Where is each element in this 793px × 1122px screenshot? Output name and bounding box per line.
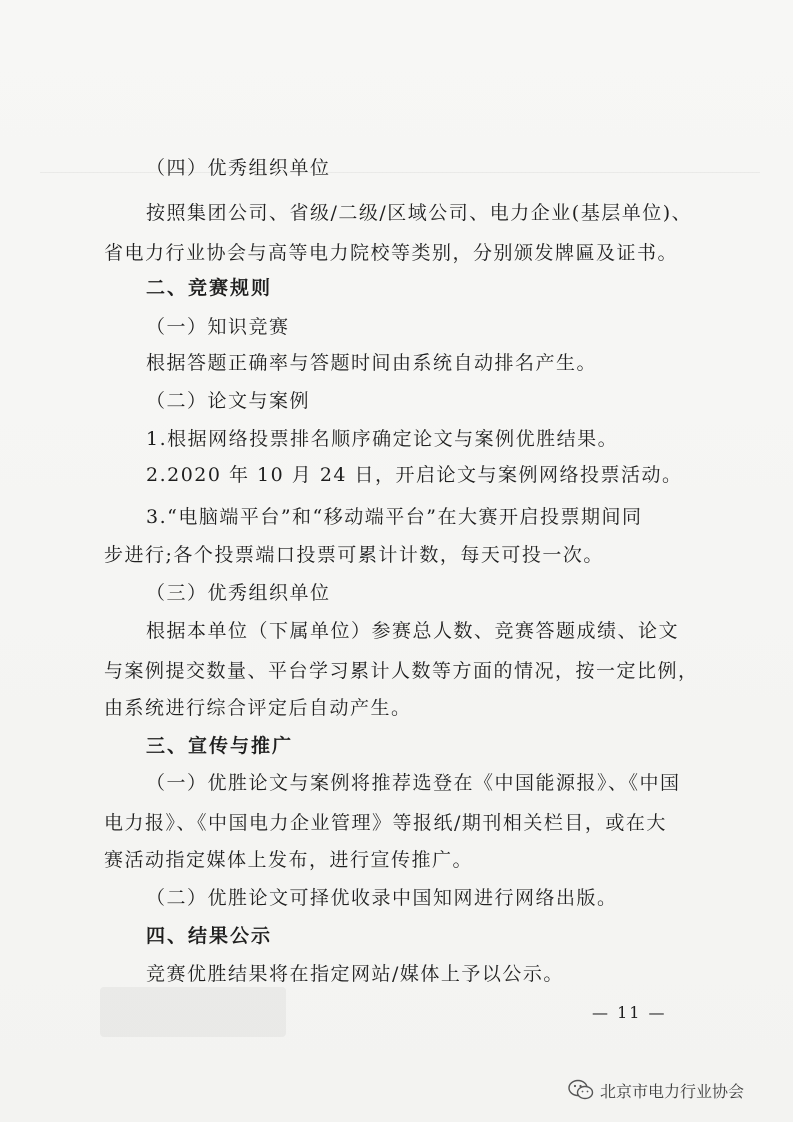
paragraph-line: 与案例提交数量、平台学习累计人数等方面的情况，按一定比例， [104,660,699,682]
paragraph-line: 电力报》、《中国电力企业管理》等报纸/期刊相关栏目，或在大 [104,812,667,834]
paragraph-line: 根据本单位（下属单位）参赛总人数、竞赛答题成绩、论文 [146,620,680,642]
chapter-3-heading: 三、宣传与推广 [146,735,294,757]
paragraph-line: 根据答题正确率与答题时间由系统自动排名产生。 [146,352,598,374]
paragraph-line: （一）优胜论文与案例将推荐选登在《中国能源报》、《中国 [146,772,681,794]
subsection-heading: （一）知识竞赛 [146,316,290,338]
subsection-heading: （二）论文与案例 [146,390,311,412]
list-item: 1.根据网络投票排名顺序确定论文与案例优胜结果。 [146,428,619,450]
paragraph-line: 赛活动指定媒体上发布，进行宣传推广。 [104,849,474,871]
paragraph-line: 竞赛优胜结果将在指定网站/媒体上予以公示。 [146,963,564,985]
watermark-text: 北京市电力行业协会 [600,1081,745,1101]
subsection-heading: （三）优秀组织单位 [146,582,331,604]
scan-smudge [100,987,286,1037]
paragraph-line: 省电力行业协会与高等电力院校等类别，分别颁发牌匾及证书。 [104,242,679,264]
source-watermark [568,1076,744,1104]
list-item: 3.“电脑端平台”和“移动端平台”在大赛开启投票期间同 [146,506,643,528]
wechat-icon [568,1078,594,1102]
chapter-4-heading: 四、结果公示 [146,925,273,947]
paragraph-line: （二）优胜论文可择优收录中国知网进行网络出版。 [146,887,618,909]
section-4-heading: （四）优秀组织单位 [146,157,331,179]
chapter-2-heading: 二、竞赛规则 [146,277,273,299]
paragraph-line: 按照集团公司、省级/二级/区域公司、电力企业(基层单位)、 [146,202,693,224]
paragraph-line: 由系统进行综合评定后自动产生。 [104,697,412,719]
list-item: 2.2020 年 10 月 24 日，开启论文与案例网络投票活动。 [146,464,683,486]
page-number: — 11 — [592,1003,667,1022]
paragraph-line: 步进行;各个投票端口投票可累计计数，每天可投一次。 [104,544,604,566]
